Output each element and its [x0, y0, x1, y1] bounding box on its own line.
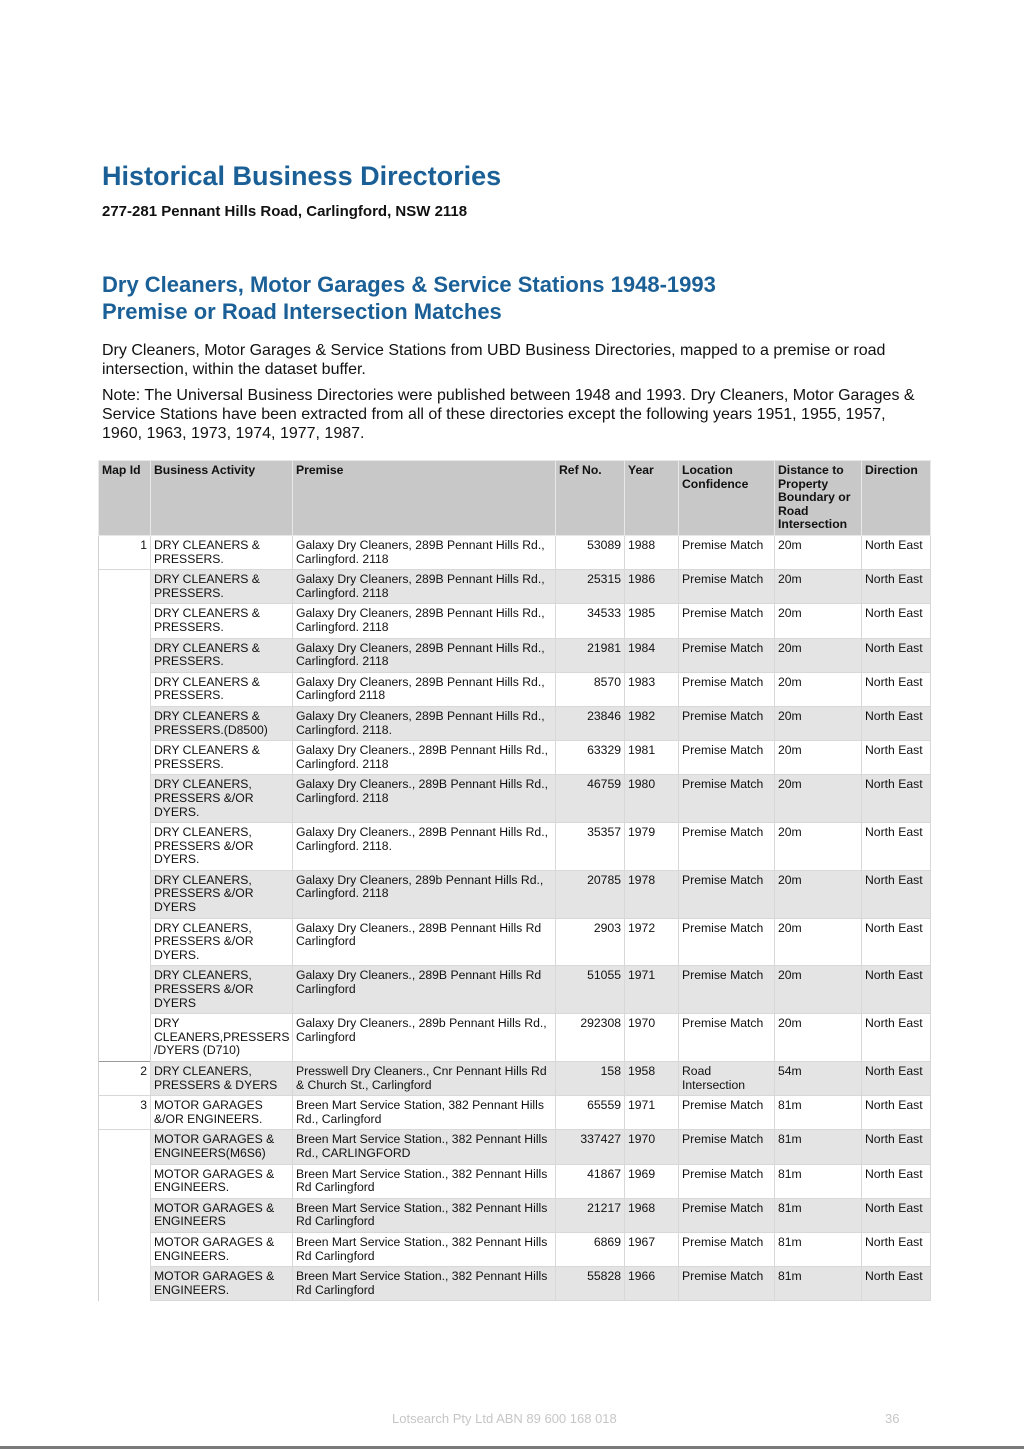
business-activity-cell: DRY CLEANERS,PRESSERS /DYERS (D710)	[151, 1014, 293, 1062]
map-id-cell	[99, 775, 151, 823]
distance-cell: 20m	[775, 536, 862, 570]
table-row	[99, 823, 931, 871]
distance-cell: 20m	[775, 966, 862, 1014]
business-activity-cell: MOTOR GARAGES & ENGINEERS	[151, 1198, 293, 1232]
direction-cell: North East	[862, 1062, 931, 1096]
premise-cell: Breen Mart Service Station., 382 Pennant Hills Rd Carlingford	[293, 1267, 556, 1301]
premise-cell: Breen Mart Service Station., 382 Pennant Hills Rd., CARLINGFORD	[293, 1130, 556, 1164]
ref-no-cell: 23846	[556, 706, 625, 740]
map-id-cell	[99, 1014, 151, 1062]
column-header: Map Id	[99, 461, 151, 536]
direction-cell: North East	[862, 1014, 931, 1062]
map-id-cell	[99, 966, 151, 1014]
premise-cell: Galaxy Dry Cleaners, 289B Pennant Hills Rd., Carlingford. 2118	[293, 536, 556, 570]
distance-cell: 20m	[775, 1014, 862, 1062]
map-id-cell	[99, 823, 151, 871]
direction-cell: North East	[862, 536, 931, 570]
year-cell: 1988	[625, 536, 679, 570]
ref-no-cell: 53089	[556, 536, 625, 570]
business-activity-cell: DRY CLEANERS & PRESSERS.(D8500)	[151, 706, 293, 740]
table-body	[99, 536, 931, 1301]
business-activity-cell: DRY CLEANERS & PRESSERS.	[151, 741, 293, 775]
column-header: Business Activity	[151, 461, 293, 536]
page-number: 36	[885, 1411, 900, 1426]
direction-cell: North East	[862, 918, 931, 966]
distance-cell: 20m	[775, 672, 862, 706]
distance-cell: 20m	[775, 823, 862, 871]
year-cell: 1978	[625, 870, 679, 918]
direction-cell: North East	[862, 741, 931, 775]
business-activity-cell: DRY CLEANERS, PRESSERS & DYERS	[151, 1062, 293, 1096]
location-confidence-cell: Premise Match	[679, 706, 775, 740]
year-cell: 1966	[625, 1267, 679, 1301]
ref-no-cell: 65559	[556, 1096, 625, 1130]
table-row	[99, 570, 931, 604]
distance-cell: 20m	[775, 741, 862, 775]
ref-no-cell: 55828	[556, 1267, 625, 1301]
table-row	[99, 775, 931, 823]
distance-cell: 20m	[775, 638, 862, 672]
location-confidence-cell: Premise Match	[679, 823, 775, 871]
ref-no-cell: 46759	[556, 775, 625, 823]
direction-cell: North East	[862, 1232, 931, 1266]
ref-no-cell: 35357	[556, 823, 625, 871]
map-id-cell: 2	[99, 1062, 151, 1096]
table-row	[99, 638, 931, 672]
business-activity-cell: DRY CLEANERS & PRESSERS.	[151, 570, 293, 604]
location-confidence-cell: Premise Match	[679, 918, 775, 966]
premise-cell: Galaxy Dry Cleaners., 289B Pennant Hills Rd Carlingford	[293, 966, 556, 1014]
site-address: 277-281 Pennant Hills Road, Carlingford, NSW 2118	[102, 203, 468, 220]
table-row	[99, 1164, 931, 1198]
table-row	[99, 1130, 931, 1164]
business-activity-cell: DRY CLEANERS & PRESSERS.	[151, 536, 293, 570]
premise-cell: Galaxy Dry Cleaners., 289B Pennant Hills Rd., Carlingford. 2118	[293, 775, 556, 823]
year-cell: 1958	[625, 1062, 679, 1096]
premise-cell: Presswell Dry Cleaners., Cnr Pennant Hills Rd & Church St., Carlingford	[293, 1062, 556, 1096]
year-cell: 1971	[625, 1096, 679, 1130]
premise-cell: Galaxy Dry Cleaners., 289b Pennant Hills Rd., Carlingford	[293, 1014, 556, 1062]
location-confidence-cell: Premise Match	[679, 604, 775, 638]
business-activity-cell: DRY CLEANERS, PRESSERS &/OR DYERS	[151, 966, 293, 1014]
year-cell: 1979	[625, 823, 679, 871]
premise-cell: Galaxy Dry Cleaners, 289b Pennant Hills Rd., Carlingford. 2118	[293, 870, 556, 918]
business-activity-cell: MOTOR GARAGES & ENGINEERS.	[151, 1267, 293, 1301]
table-row	[99, 741, 931, 775]
business-directory-table	[98, 460, 931, 1301]
ref-no-cell: 20785	[556, 870, 625, 918]
distance-cell: 81m	[775, 1130, 862, 1164]
direction-cell: North East	[862, 1130, 931, 1164]
distance-cell: 20m	[775, 604, 862, 638]
ref-no-cell: 25315	[556, 570, 625, 604]
premise-cell: Breen Mart Service Station., 382 Pennant Hills Rd Carlingford	[293, 1164, 556, 1198]
year-cell: 1972	[625, 918, 679, 966]
direction-cell: North East	[862, 638, 931, 672]
map-id-cell	[99, 570, 151, 604]
premise-cell: Galaxy Dry Cleaners, 289B Pennant Hills Rd., Carlingford. 2118	[293, 604, 556, 638]
year-cell: 1980	[625, 775, 679, 823]
distance-cell: 81m	[775, 1096, 862, 1130]
direction-cell: North East	[862, 1198, 931, 1232]
business-activity-cell: MOTOR GARAGES & ENGINEERS(M6S6)	[151, 1130, 293, 1164]
map-id-cell	[99, 1130, 151, 1164]
premise-cell: Galaxy Dry Cleaners., 289B Pennant Hills Rd Carlingford	[293, 918, 556, 966]
year-cell: 1970	[625, 1130, 679, 1164]
premise-cell: Breen Mart Service Station, 382 Pennant Hills Rd., Carlingford	[293, 1096, 556, 1130]
distance-cell: 81m	[775, 1164, 862, 1198]
ref-no-cell: 51055	[556, 966, 625, 1014]
year-cell: 1970	[625, 1014, 679, 1062]
year-cell: 1967	[625, 1232, 679, 1266]
direction-cell: North East	[862, 1267, 931, 1301]
ref-no-cell: 34533	[556, 604, 625, 638]
direction-cell: North East	[862, 870, 931, 918]
table-row	[99, 604, 931, 638]
direction-cell: North East	[862, 1096, 931, 1130]
map-id-cell	[99, 1267, 151, 1301]
premise-cell: Galaxy Dry Cleaners, 289B Pennant Hills Rd., Carlingford. 2118.	[293, 706, 556, 740]
table-row	[99, 1267, 931, 1301]
direction-cell: North East	[862, 966, 931, 1014]
ref-no-cell: 21981	[556, 638, 625, 672]
distance-cell: 20m	[775, 706, 862, 740]
location-confidence-cell: Premise Match	[679, 870, 775, 918]
premise-cell: Breen Mart Service Station., 382 Pennant Hills Rd Carlingford	[293, 1232, 556, 1266]
location-confidence-cell: Premise Match	[679, 1267, 775, 1301]
section-note: Note: The Universal Business Directories were published between 1948 and 1993. Dry Cleaners, Motor Garages & Service Stations have been extracted from all of these directories except the following years 1951, 1955, 1957, 1960, 1963, 1973, 1974, 1977, 1987.	[102, 387, 915, 442]
business-activity-cell: DRY CLEANERS & PRESSERS.	[151, 638, 293, 672]
location-confidence-cell: Road Intersection	[679, 1062, 775, 1096]
location-confidence-cell: Premise Match	[679, 1014, 775, 1062]
table-header-row	[99, 461, 931, 536]
table-row	[99, 1014, 931, 1062]
ref-no-cell: 337427	[556, 1130, 625, 1164]
premise-cell: Galaxy Dry Cleaners, 289B Pennant Hills Rd., Carlingford. 2118	[293, 638, 556, 672]
table-row	[99, 706, 931, 740]
premise-cell: Galaxy Dry Cleaners, 289B Pennant Hills Rd., Carlingford 2118	[293, 672, 556, 706]
distance-cell: 20m	[775, 570, 862, 604]
distance-cell: 81m	[775, 1232, 862, 1266]
map-id-cell	[99, 638, 151, 672]
page-title: Historical Business Directories	[102, 161, 502, 191]
year-cell: 1969	[625, 1164, 679, 1198]
ref-no-cell: 2903	[556, 918, 625, 966]
column-header: Year	[625, 461, 679, 536]
column-header: Premise	[293, 461, 556, 536]
location-confidence-cell: Premise Match	[679, 638, 775, 672]
business-activity-cell: DRY CLEANERS, PRESSERS &/OR DYERS	[151, 870, 293, 918]
table-row	[99, 966, 931, 1014]
column-header: Direction	[862, 461, 931, 536]
map-id-cell	[99, 741, 151, 775]
distance-cell: 20m	[775, 870, 862, 918]
ref-no-cell: 41867	[556, 1164, 625, 1198]
table-row	[99, 672, 931, 706]
map-id-cell	[99, 706, 151, 740]
column-header: Location Confidence	[679, 461, 775, 536]
ref-no-cell: 8570	[556, 672, 625, 706]
ref-no-cell: 21217	[556, 1198, 625, 1232]
direction-cell: North East	[862, 672, 931, 706]
direction-cell: North East	[862, 1164, 931, 1198]
year-cell: 1968	[625, 1198, 679, 1232]
map-id-cell: 3	[99, 1096, 151, 1130]
business-activity-cell: DRY CLEANERS & PRESSERS.	[151, 604, 293, 638]
table-row	[99, 1198, 931, 1232]
section-description: Dry Cleaners, Motor Garages & Service Stations from UBD Business Directories, mapped to a premise or road intersection, within the dataset buffer.	[102, 342, 886, 378]
business-activity-cell: DRY CLEANERS, PRESSERS &/OR DYERS.	[151, 918, 293, 966]
premise-cell: Galaxy Dry Cleaners., 289B Pennant Hills Rd., Carlingford. 2118	[293, 741, 556, 775]
premise-cell: Breen Mart Service Station., 382 Pennant Hills Rd Carlingford	[293, 1198, 556, 1232]
table-row	[99, 1096, 931, 1130]
map-id-cell	[99, 1232, 151, 1266]
ref-no-cell: 158	[556, 1062, 625, 1096]
map-id-cell	[99, 1198, 151, 1232]
year-cell: 1971	[625, 966, 679, 1014]
map-id-cell	[99, 672, 151, 706]
business-activity-cell: DRY CLEANERS & PRESSERS.	[151, 672, 293, 706]
location-confidence-cell: Premise Match	[679, 1164, 775, 1198]
table-row	[99, 536, 931, 570]
business-activity-cell: MOTOR GARAGES &/OR ENGINEERS.	[151, 1096, 293, 1130]
year-cell: 1985	[625, 604, 679, 638]
section-title	[102, 271, 716, 325]
year-cell: 1982	[625, 706, 679, 740]
location-confidence-cell: Premise Match	[679, 775, 775, 823]
year-cell: 1984	[625, 638, 679, 672]
premise-cell: Galaxy Dry Cleaners, 289B Pennant Hills Rd., Carlingford. 2118	[293, 570, 556, 604]
location-confidence-cell: Premise Match	[679, 536, 775, 570]
location-confidence-cell: Premise Match	[679, 741, 775, 775]
column-header: Ref No.	[556, 461, 625, 536]
section-title-line1: Dry Cleaners, Motor Garages & Service Stations 1948-1993	[102, 272, 716, 297]
location-confidence-cell: Premise Match	[679, 966, 775, 1014]
year-cell: 1981	[625, 741, 679, 775]
map-id-cell	[99, 870, 151, 918]
distance-cell: 20m	[775, 918, 862, 966]
map-id-cell	[99, 604, 151, 638]
location-confidence-cell: Premise Match	[679, 1096, 775, 1130]
table-row	[99, 1232, 931, 1266]
ref-no-cell: 6869	[556, 1232, 625, 1266]
year-cell: 1986	[625, 570, 679, 604]
direction-cell: North East	[862, 570, 931, 604]
table-row	[99, 870, 931, 918]
distance-cell: 81m	[775, 1267, 862, 1301]
map-id-cell	[99, 918, 151, 966]
direction-cell: North East	[862, 775, 931, 823]
business-activity-cell: DRY CLEANERS, PRESSERS &/OR DYERS.	[151, 823, 293, 871]
year-cell: 1983	[625, 672, 679, 706]
business-activity-cell: MOTOR GARAGES & ENGINEERS.	[151, 1164, 293, 1198]
map-id-cell: 1	[99, 536, 151, 570]
location-confidence-cell: Premise Match	[679, 570, 775, 604]
ref-no-cell: 292308	[556, 1014, 625, 1062]
distance-cell: 54m	[775, 1062, 862, 1096]
business-activity-cell: MOTOR GARAGES & ENGINEERS.	[151, 1232, 293, 1266]
ref-no-cell: 63329	[556, 741, 625, 775]
column-header: Distance to Property Boundary or Road Intersection	[775, 461, 862, 536]
business-activity-cell: DRY CLEANERS, PRESSERS &/OR DYERS.	[151, 775, 293, 823]
table-row	[99, 918, 931, 966]
map-id-cell	[99, 1164, 151, 1198]
location-confidence-cell: Premise Match	[679, 1198, 775, 1232]
distance-cell: 81m	[775, 1198, 862, 1232]
location-confidence-cell: Premise Match	[679, 672, 775, 706]
section-title-line2: Premise or Road Intersection Matches	[102, 299, 502, 324]
table-row	[99, 1062, 931, 1096]
distance-cell: 20m	[775, 775, 862, 823]
direction-cell: North East	[862, 604, 931, 638]
premise-cell: Galaxy Dry Cleaners., 289B Pennant Hills Rd., Carlingford. 2118.	[293, 823, 556, 871]
location-confidence-cell: Premise Match	[679, 1232, 775, 1266]
location-confidence-cell: Premise Match	[679, 1130, 775, 1164]
footer-company: Lotsearch Pty Ltd ABN 89 600 168 018	[392, 1411, 617, 1426]
direction-cell: North East	[862, 706, 931, 740]
direction-cell: North East	[862, 823, 931, 871]
